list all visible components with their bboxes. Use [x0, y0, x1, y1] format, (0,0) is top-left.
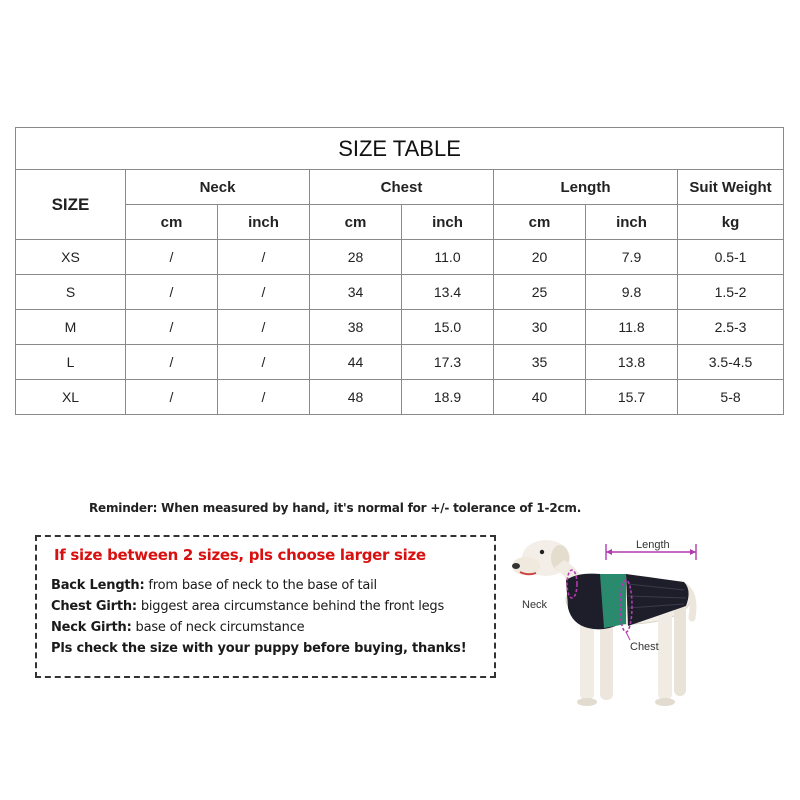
- neck-cm-cell: /: [126, 345, 218, 380]
- neck-inch-cell: /: [218, 310, 310, 345]
- neck-girth-text: base of neck circumstance: [131, 620, 305, 635]
- reminder-text: Reminder: When measured by hand, it's normal for +/- tolerance of 1-2cm.: [89, 501, 582, 515]
- neck-girth-label: Neck Girth:: [51, 620, 132, 635]
- chest-inch-cell: 17.3: [402, 345, 494, 380]
- size-header: SIZE: [16, 170, 126, 240]
- chest-girth-text: biggest area circumstance behind the front legs: [136, 599, 445, 614]
- chest-girth-note: [51, 599, 444, 614]
- chest-inch-cell: 13.4: [402, 275, 494, 310]
- subheader-neck-cm: cm: [126, 205, 218, 240]
- neck-label: Neck: [522, 599, 548, 611]
- weight-cell: 1.5-2: [678, 275, 784, 310]
- table-row: [16, 275, 784, 310]
- back-length-label: Back Length:: [51, 578, 145, 593]
- neck-inch-cell: /: [218, 240, 310, 275]
- length-label: Length: [636, 539, 670, 551]
- weight-cell: 2.5-3: [678, 310, 784, 345]
- table-row: [16, 345, 784, 380]
- subheader-weight-kg: kg: [678, 205, 784, 240]
- length-inch-cell: 15.7: [586, 380, 678, 415]
- chest-inch-cell: 18.9: [402, 380, 494, 415]
- chest-girth-label: Chest Girth:: [51, 599, 137, 614]
- length-cm-cell: 20: [494, 240, 586, 275]
- length-inch-cell: 11.8: [586, 310, 678, 345]
- subheader-length-inch: inch: [586, 205, 678, 240]
- back-length-note: [51, 578, 377, 593]
- length-cm-cell: 40: [494, 380, 586, 415]
- chest-inch-cell: 11.0: [402, 240, 494, 275]
- length-inch-cell: 9.8: [586, 275, 678, 310]
- length-cm-cell: 25: [494, 275, 586, 310]
- length-cm-cell: 30: [494, 310, 586, 345]
- neck-cm-cell: /: [126, 275, 218, 310]
- subheader-neck-inch: inch: [218, 205, 310, 240]
- neck-cm-cell: /: [126, 240, 218, 275]
- table-row: [16, 310, 784, 345]
- table-title: SIZE TABLE: [16, 128, 784, 170]
- neck-cm-cell: /: [126, 310, 218, 345]
- group-header-suit-weight: Suit Weight: [678, 170, 784, 205]
- subheader-length-cm: cm: [494, 205, 586, 240]
- chest-cm-cell: 48: [310, 380, 402, 415]
- dog-measurement-figure: [508, 528, 698, 718]
- chest-cm-cell: 38: [310, 310, 402, 345]
- size-cell: XL: [16, 380, 126, 415]
- chest-inch-cell: 15.0: [402, 310, 494, 345]
- size-cell: XS: [16, 240, 126, 275]
- weight-cell: 3.5-4.5: [678, 345, 784, 380]
- table-row: [16, 240, 784, 275]
- size-advice-headline: If size between 2 sizes, pls choose larger size: [54, 546, 426, 564]
- weight-cell: 5-8: [678, 380, 784, 415]
- subheader-chest-inch: inch: [402, 205, 494, 240]
- neck-inch-cell: /: [218, 380, 310, 415]
- neck-inch-cell: /: [218, 345, 310, 380]
- size-cell: L: [16, 345, 126, 380]
- chest-cm-cell: 34: [310, 275, 402, 310]
- table-row: [16, 380, 784, 415]
- check-size-text: Pls check the size with your puppy before buying, thanks!: [51, 641, 467, 656]
- group-header-length: Length: [494, 170, 678, 205]
- length-inch-cell: 13.8: [586, 345, 678, 380]
- subheader-chest-cm: cm: [310, 205, 402, 240]
- size-table: [15, 127, 784, 415]
- weight-cell: 0.5-1: [678, 240, 784, 275]
- chest-label: Chest: [630, 641, 659, 653]
- size-cell: S: [16, 275, 126, 310]
- group-header-chest: Chest: [310, 170, 494, 205]
- neck-cm-cell: /: [126, 380, 218, 415]
- length-inch-cell: 7.9: [586, 240, 678, 275]
- size-notes-box: [35, 535, 496, 678]
- check-size-note: [51, 641, 466, 656]
- back-length-text: from base of neck to the base of tail: [144, 578, 377, 593]
- size-cell: M: [16, 310, 126, 345]
- neck-inch-cell: /: [218, 275, 310, 310]
- group-header-neck: Neck: [126, 170, 310, 205]
- neck-girth-note: [51, 620, 304, 635]
- chest-cm-cell: 28: [310, 240, 402, 275]
- length-cm-cell: 35: [494, 345, 586, 380]
- chest-cm-cell: 44: [310, 345, 402, 380]
